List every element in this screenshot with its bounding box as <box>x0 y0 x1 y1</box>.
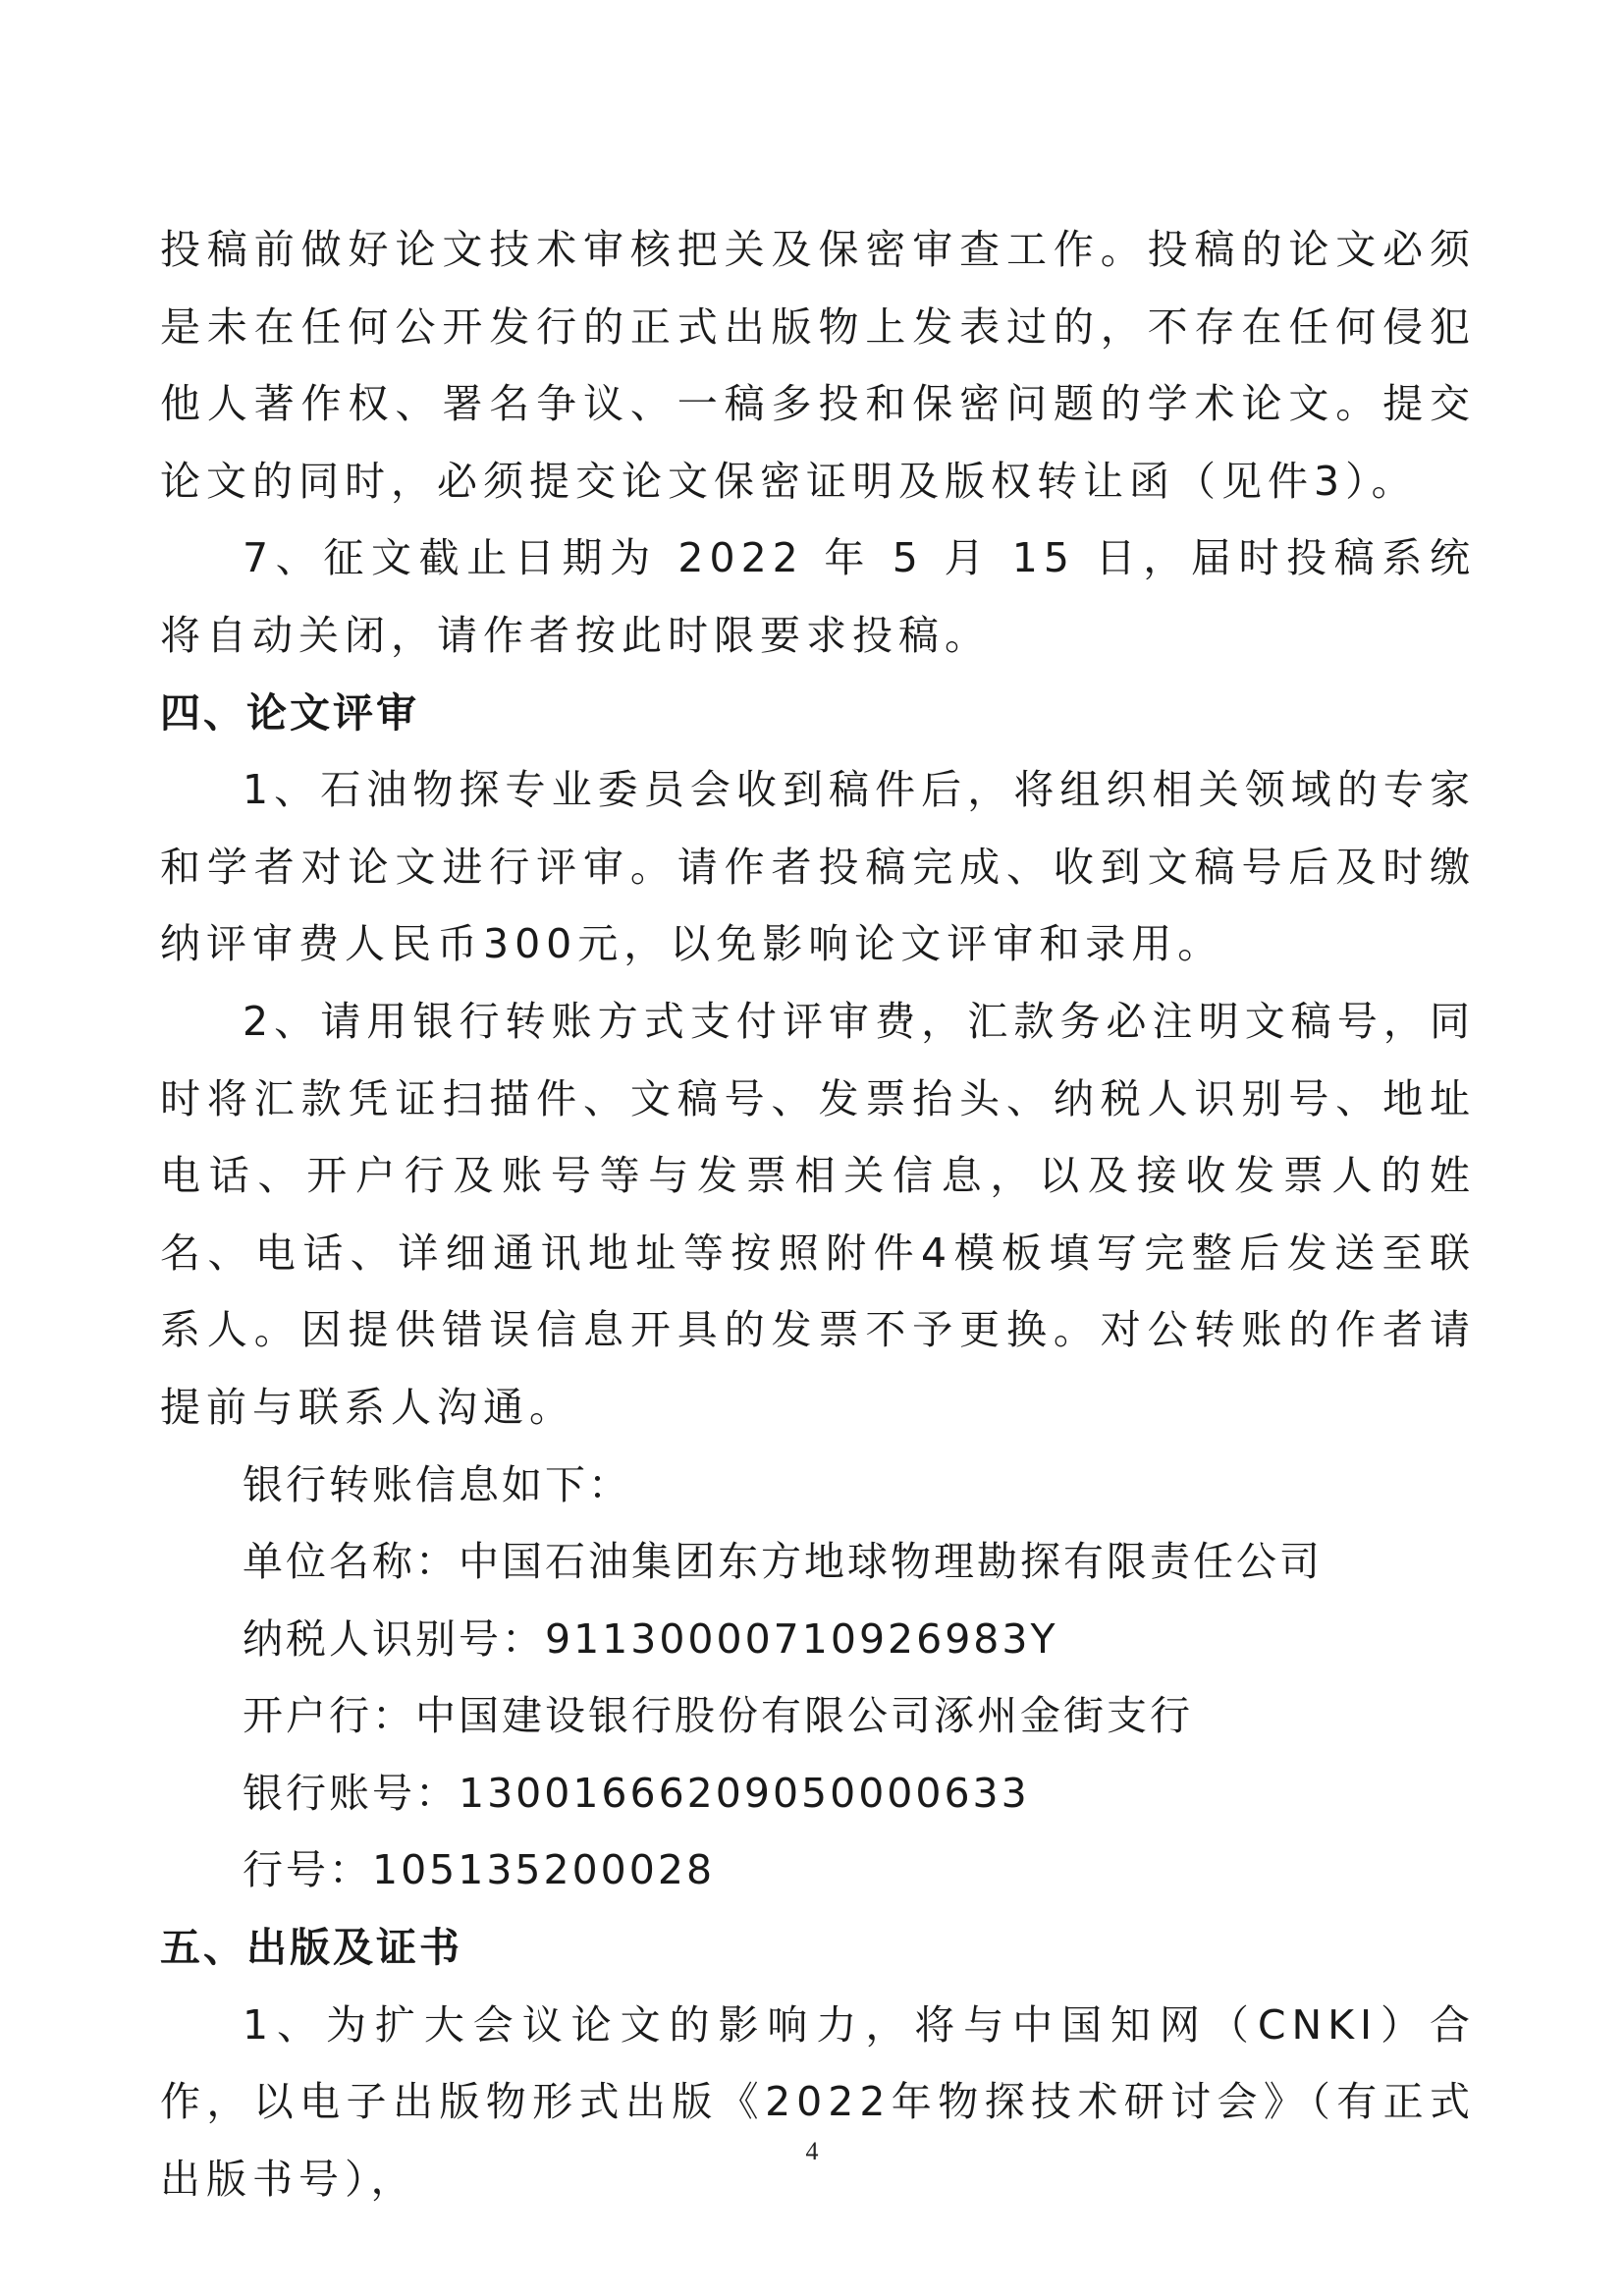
bank-info-branch: 开户行：中国建设银行股份有限公司涿州金街支行 <box>243 1692 1193 1740</box>
paragraph-publication: 1、为扩大会议论文的影响力，将与中国知网（CNKI）合作，以电子出版物形式出版《2022年物探技术研讨会》（有正式出版书号）， <box>160 2000 1476 2203</box>
page-body <box>160 211 1476 2217</box>
paragraph-deadline: 7、征文截止日期为 2022 年 5 月 15 日，届时投稿系统将自动关闭，请作者按此时限要求投稿。 <box>160 534 1476 659</box>
section-heading-review: 四、论文评审 <box>160 688 419 737</box>
paragraph-review-requirements: 投稿前做好论文技术审核把关及保密审查工作。投稿的论文必须是未在任何公开发行的正式出版物上发表过的，不存在任何侵犯他人著作权、署名争议、一稿多投和保密问题的学术论文。提交论文的同时，必须提交论文保密证明及版权转让函（见件3）。 <box>160 226 1476 505</box>
paragraph-payment-method: 2、请用银行转账方式支付评审费，汇款务必注明文稿号，同时将汇款凭证扫描件、文稿号、发票抬头、纳税人识别号、地址电话、开户行及账号等与发票相关信息，以及接收发票人的姓名、电话、详细通讯地址等按照附件4模板填写完整后发送至联系人。因提供错误信息开具的发票不予更换。对公转账的作者请提前与联系人沟通。 <box>160 997 1476 1431</box>
bank-info-intro: 银行转账信息如下： <box>243 1460 631 1508</box>
paragraph-review-fee: 1、石油物探专业委员会收到稿件后，将组织相关领域的专家和学者对论文进行评审。请作者投稿完成、收到文稿号后及时缴纳评审费人民币300元，以免影响论文评审和录用。 <box>160 766 1476 968</box>
bank-info-code: 行号：105135200028 <box>243 1846 716 1894</box>
bank-info-account: 银行账号：13001666209050000633 <box>243 1769 1030 1817</box>
page-number: 4 <box>805 2137 819 2165</box>
bank-info-tax-id: 纳税人识别号：91130000710926983Y <box>243 1614 1058 1663</box>
bank-info-company: 单位名称：中国石油集团东方地球物理勘探有限责任公司 <box>243 1538 1323 1586</box>
section-heading-publication: 五、出版及证书 <box>160 1924 462 1972</box>
